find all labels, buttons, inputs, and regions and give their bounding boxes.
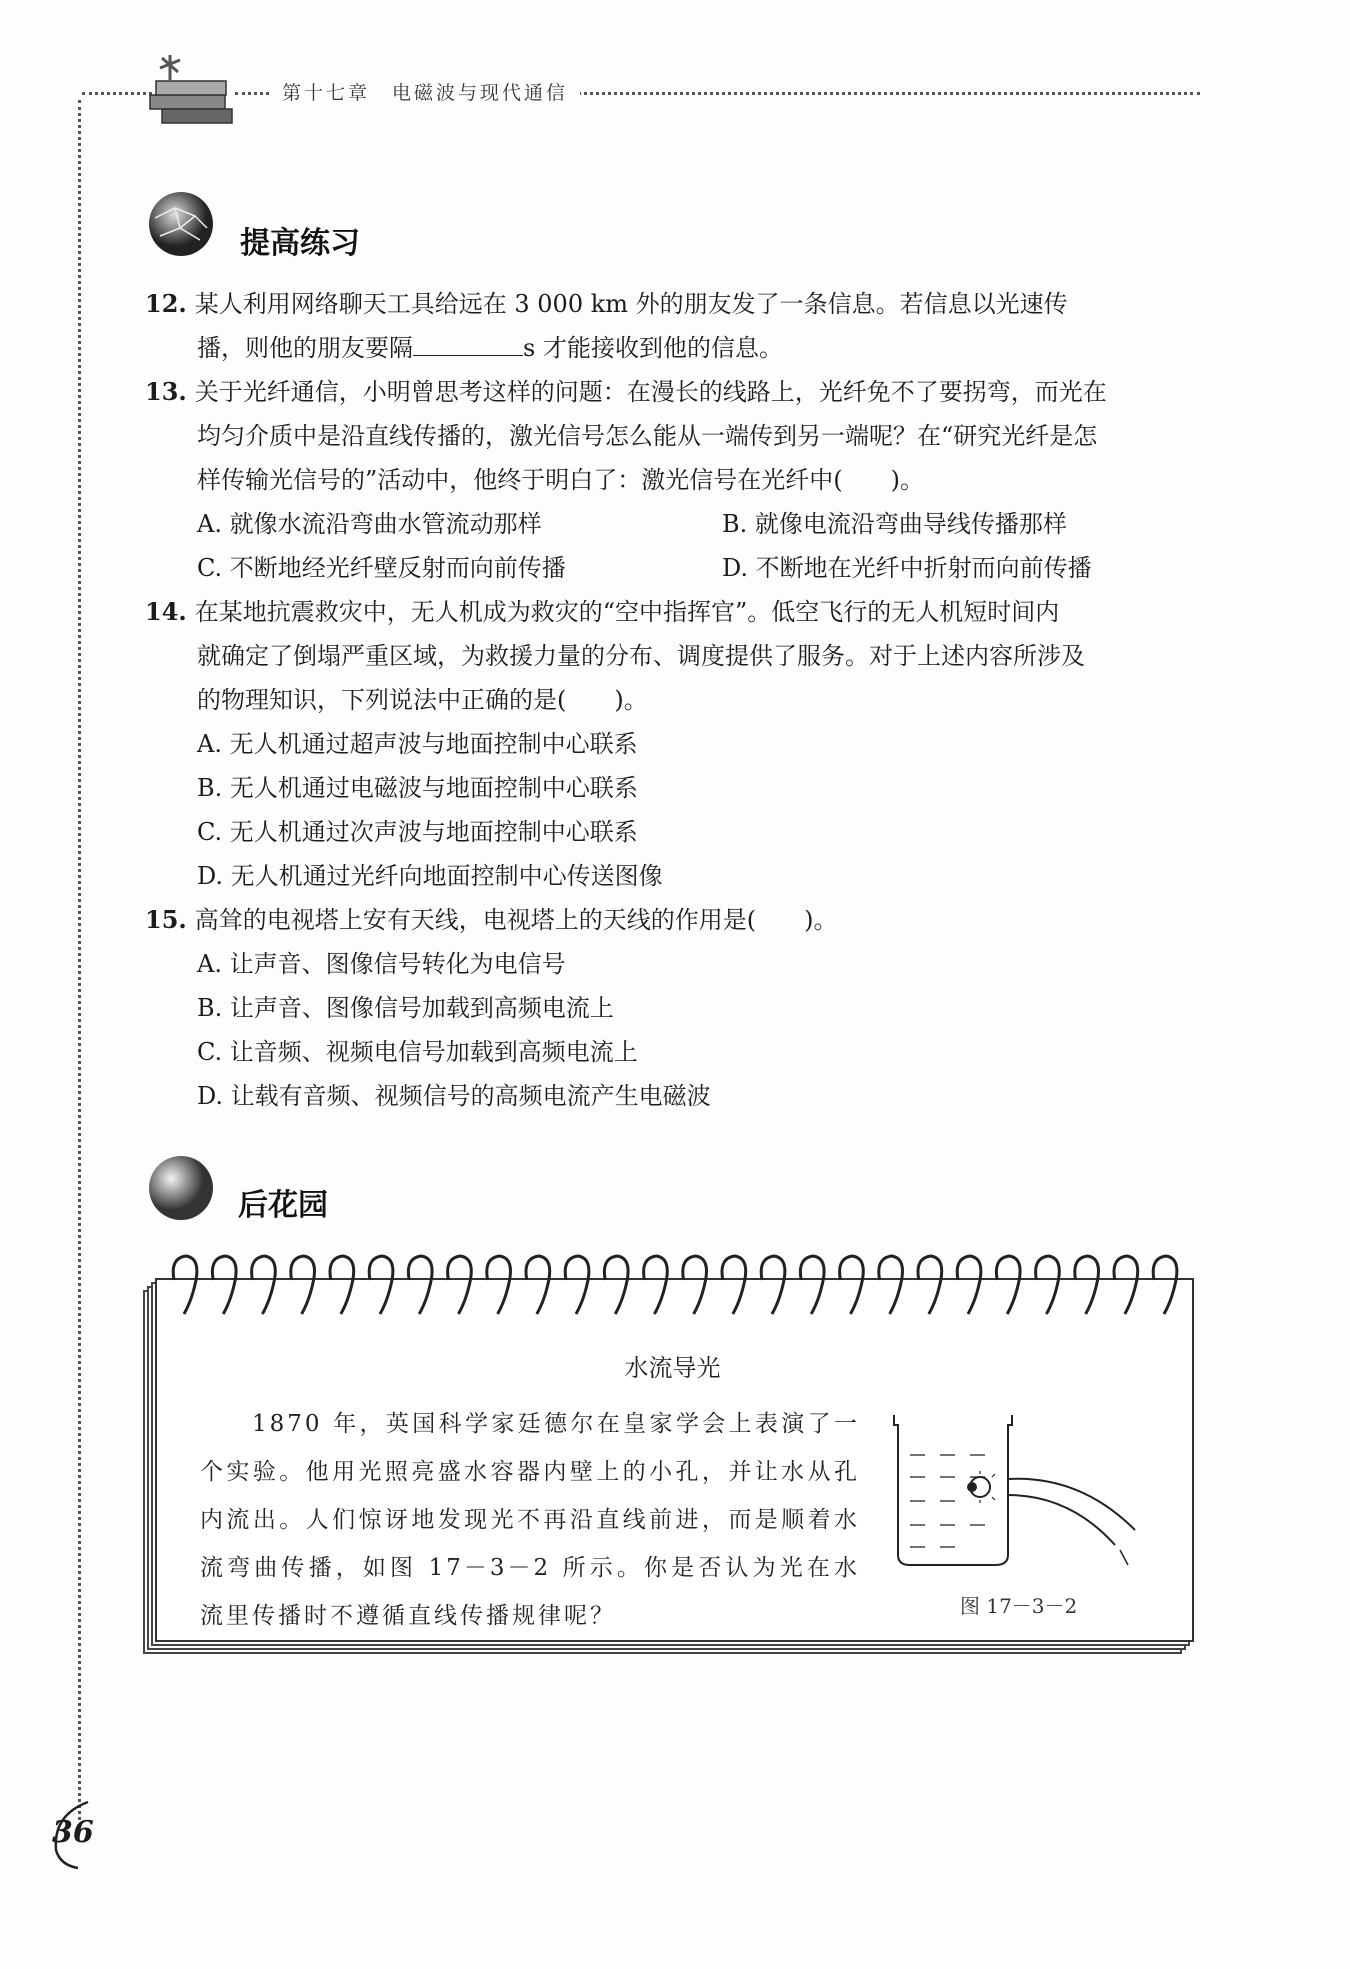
- binding-ring: [408, 1256, 432, 1314]
- binding-ring: [1153, 1256, 1177, 1314]
- garden-article-title: 水流导光: [624, 1354, 721, 1382]
- binding-ring: [722, 1256, 746, 1314]
- section-title-garden: 后花园: [238, 1188, 328, 1223]
- option-15a[interactable]: A. 让声音、图像信号转化为电信号: [197, 950, 566, 978]
- option-15b[interactable]: B. 让声音、图像信号加载到高频电流上: [197, 994, 614, 1022]
- figure-caption: 图 17－3－2: [960, 1594, 1078, 1618]
- spiral-binding: [160, 1250, 1190, 1322]
- books-icon: [140, 50, 240, 130]
- binding-ring: [565, 1256, 589, 1314]
- answer-blank[interactable]: [413, 333, 523, 356]
- binding-ring: [448, 1256, 472, 1314]
- globe-icon: [145, 188, 217, 260]
- binding-ring: [173, 1256, 197, 1314]
- binding-ring: [761, 1256, 785, 1314]
- option-13a[interactable]: A. 就像水流沿弯曲水管流动那样: [197, 510, 542, 538]
- binding-ring: [800, 1256, 824, 1314]
- binding-ring: [879, 1256, 903, 1314]
- question-13: 13. 关于光纤通信，小明曾思考这样的问题：在漫长的线路上，光纤免不了要拐弯，而光在 均匀介质中是沿直线传播的，激光信号怎么能从一端传到另一端呢？在“研究光纤是怎 样传输光信号的”活动中，他终于明白了：激光信号在光纤中( )。: [145, 377, 1107, 494]
- binding-ring: [604, 1256, 628, 1314]
- question-15: 15. 高耸的电视塔上安有天线，电视塔上的天线的作用是( )。: [145, 905, 838, 934]
- binding-ring: [212, 1256, 236, 1314]
- page-number: 36: [52, 1815, 94, 1850]
- option-15d[interactable]: D. 让载有音频、视频信号的高频电流产生电磁波: [197, 1082, 711, 1110]
- option-14c[interactable]: C. 无人机通过次声波与地面控制中心联系: [197, 818, 638, 846]
- garden-article-text: 1870 年，英国科学家廷德尔在皇家学会上表演了一个实验。他用光照亮盛水容器内壁上的小孔，并让水从孔内流出。人们惊讶地发现光不再沿直线前进，而是顺着水流弯曲传播，如图 17－3－2 所示。你是否认为光在水流里传播时不遵循直线传播规律呢？: [200, 1411, 860, 1629]
- binding-ring: [996, 1256, 1020, 1314]
- option-15c[interactable]: C. 让音频、视频电信号加载到高频电流上: [197, 1038, 638, 1066]
- binding-ring: [291, 1256, 315, 1314]
- binding-ring: [526, 1256, 550, 1314]
- binding-ring: [918, 1256, 942, 1314]
- option-14b[interactable]: B. 无人机通过电磁波与地面控制中心联系: [197, 774, 638, 802]
- question-14: 14. 在某地抗震救灾中，无人机成为救灾的“空中指挥官”。低空飞行的无人机短时间内 就确定了倒塌严重区域，为救援力量的分布、调度提供了服务。对于上述内容所涉及 的物理知识，下列说法中正确的是( )。: [145, 597, 1085, 714]
- option-13d[interactable]: D. 不断地在光纤中折射而向前传播: [722, 554, 1092, 582]
- option-14a[interactable]: A. 无人机通过超声波与地面控制中心联系: [197, 730, 638, 758]
- binding-ring: [330, 1256, 354, 1314]
- water-stream-figure: [880, 1415, 1160, 1590]
- option-14d[interactable]: D. 无人机通过光纤向地面控制中心传送图像: [197, 862, 663, 890]
- sphere-icon: [145, 1152, 217, 1224]
- binding-ring: [644, 1256, 668, 1314]
- option-13b[interactable]: B. 就像电流沿弯曲导线传播那样: [722, 510, 1067, 538]
- binding-ring: [487, 1256, 511, 1314]
- binding-ring: [957, 1256, 981, 1314]
- margin-rule: [78, 100, 81, 1820]
- question-12: 12. 某人利用网络聊天工具给远在 3 000 km 外的朋友发了一条信息。若信息以光速传 播，则他的朋友要隔 s 才能接收到他的信息。: [145, 289, 1068, 362]
- option-13c[interactable]: C. 不断地经光纤壁反射而向前传播: [197, 554, 566, 582]
- binding-ring: [840, 1256, 864, 1314]
- binding-ring: [683, 1256, 707, 1314]
- binding-ring: [252, 1256, 276, 1314]
- binding-ring: [1075, 1256, 1099, 1314]
- chapter-header: 第十七章 电磁波与现代通信: [270, 78, 580, 105]
- binding-ring: [1114, 1256, 1138, 1314]
- binding-ring: [369, 1256, 393, 1314]
- binding-ring: [1036, 1256, 1060, 1314]
- section-title-practice: 提高练习: [240, 226, 360, 261]
